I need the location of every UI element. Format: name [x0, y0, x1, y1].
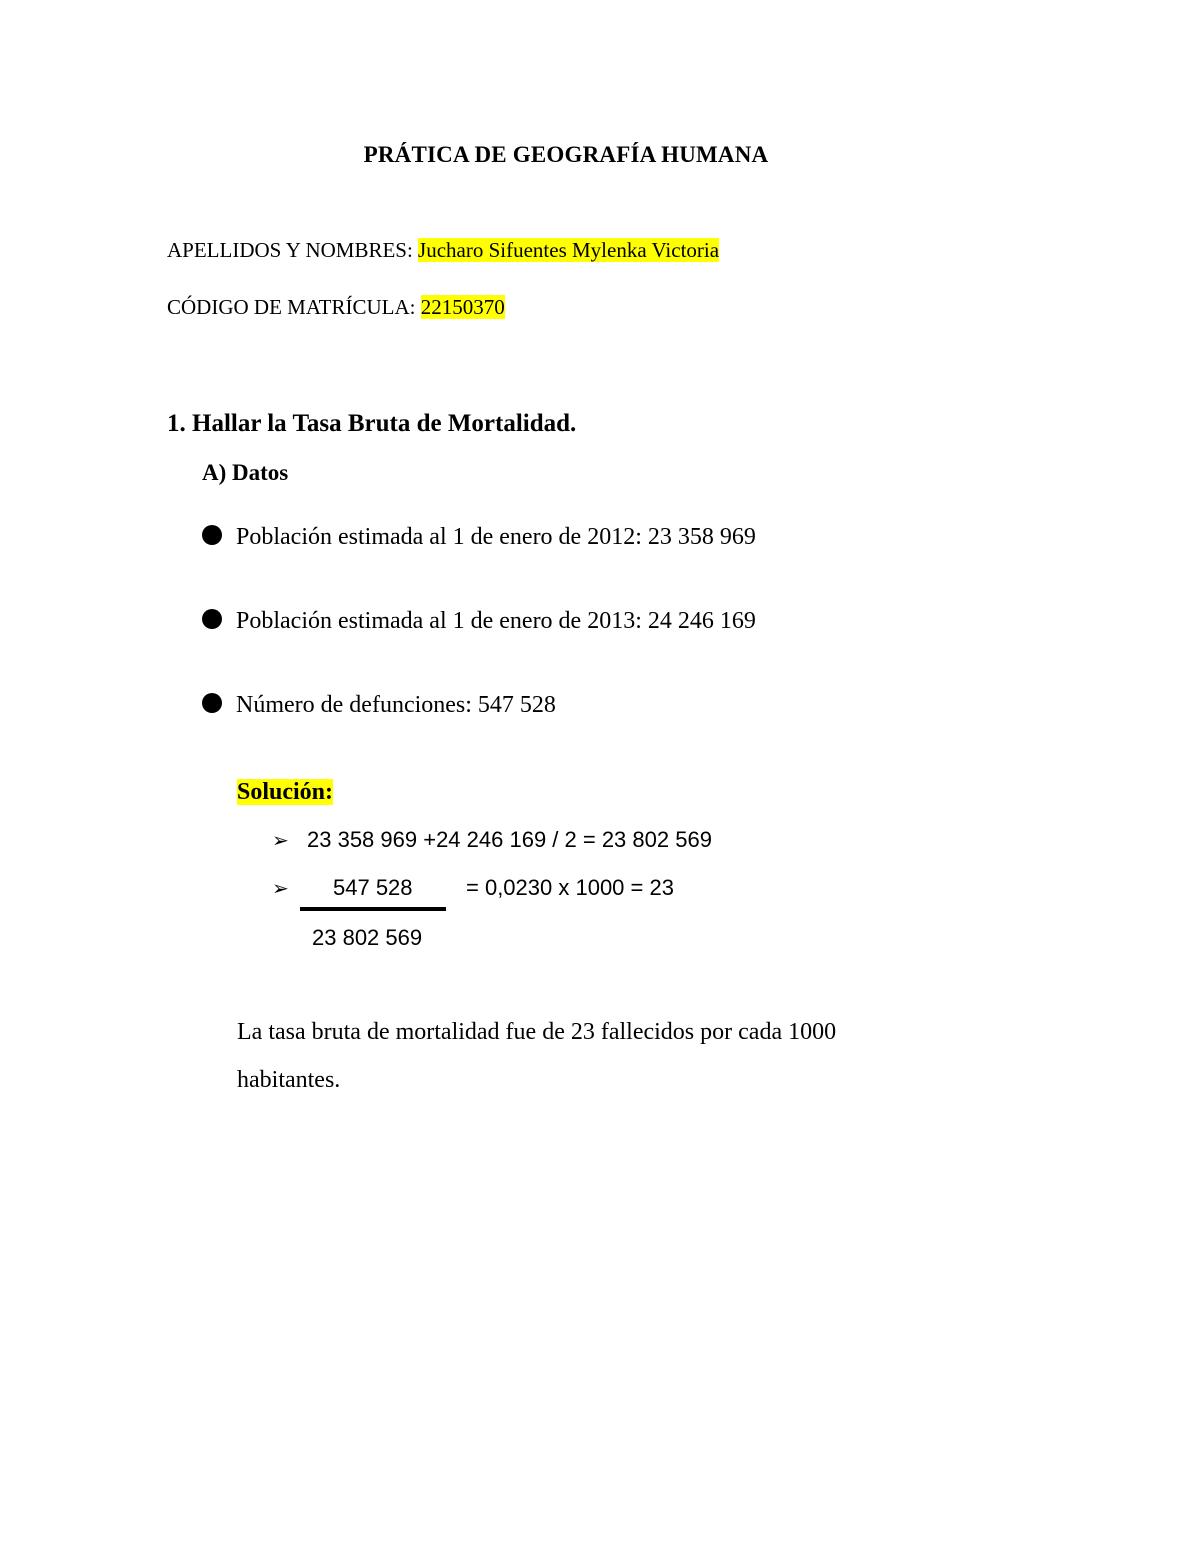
bullet-icon	[202, 693, 222, 713]
data-item-text: Número de defunciones: 547 528	[236, 692, 556, 718]
data-item-text: Población estimada al 1 de enero de 2013: 24 246 169	[236, 608, 756, 634]
solution-step-average: 23 358 969 +24 246 169 / 2 = 23 802 569	[307, 827, 712, 852]
bullet-icon	[202, 525, 222, 545]
student-name-value: Jucharo Sifuentes Mylenka Victoria	[418, 238, 720, 262]
arrow-bullet-icon: ➢	[272, 876, 289, 900]
arrow-bullet-icon: ➢	[272, 828, 289, 852]
student-code-row	[167, 295, 505, 320]
data-item	[202, 608, 756, 635]
data-item-text: Población estimada al 1 de enero de 2012: 23 358 969	[236, 524, 756, 550]
student-code-value: 22150370	[420, 295, 505, 319]
fraction-numerator: 547 528	[333, 875, 413, 900]
data-item	[202, 524, 756, 551]
conclusion-line-1: La tasa bruta de mortalidad fue de 23 fallecidos por cada 1000	[237, 1019, 837, 1045]
data-item	[202, 692, 556, 719]
fraction-result: = 0,0230 x 1000 = 23	[466, 875, 674, 900]
question-title: 1. Hallar la Tasa Bruta de Mortalidad.	[167, 410, 577, 437]
student-code-label: CÓDIGO DE MATRÍCULA:	[167, 295, 416, 319]
fraction-bar	[300, 907, 446, 911]
fraction-denominator: 23 802 569	[312, 925, 423, 950]
bullet-icon	[202, 609, 222, 629]
question-subtitle: A) Datos	[202, 460, 289, 485]
student-name-label: APELLIDOS Y NOMBRES:	[167, 238, 413, 262]
solution-label-text: Solución:	[237, 779, 334, 805]
student-name-row	[167, 238, 719, 263]
solution-label	[237, 779, 333, 806]
document-title: PRÁTICA DE GEOGRAFÍA HUMANA	[363, 142, 769, 167]
conclusion-line-2: habitantes.	[237, 1067, 341, 1093]
